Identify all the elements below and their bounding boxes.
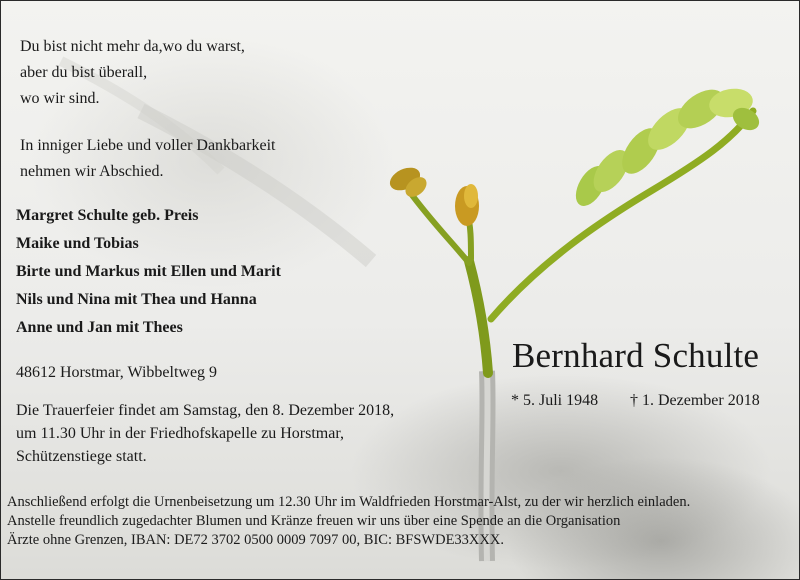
poem-line: aber du bist überall,: [20, 64, 148, 81]
family-member: Maike und Tobias: [16, 235, 139, 252]
birth-date: * 5. Juli 1948: [511, 392, 599, 409]
footer-line: Anschließend erfolgt die Urnenbeisetzung um 12.30 Uhr im Waldfrieden Horstmar-Alst, zu der wir herzlich einladen.: [7, 494, 691, 510]
farewell-line: In inniger Liebe und voller Dankbarkeit: [20, 137, 276, 154]
service-line: um 11.30 Uhr in der Friedhofskapelle zu Horstmar,: [16, 425, 345, 442]
poem-line: Du bist nicht mehr da,wo du warst,: [20, 38, 245, 55]
farewell-line: nehmen wir Abschied.: [20, 163, 164, 180]
family-list: [16, 202, 281, 342]
family-member: Nils und Nina mit Thea und Hanna: [16, 291, 257, 308]
farewell-text: [20, 133, 275, 185]
footer-line: Ärzte ohne Grenzen, IBAN: DE72 3702 0500 0009 7097 00, BIC: BFSWDE33XXX.: [7, 532, 504, 548]
service-line: Schützenstiege statt.: [16, 448, 147, 465]
poem: [20, 34, 245, 112]
footer-notice: [7, 493, 690, 550]
funeral-service-info: [16, 399, 394, 468]
service-line: Die Trauerfeier findet am Samstag, den 8. Dezember 2018,: [16, 402, 395, 419]
deceased-name: Bernhard Schulte: [512, 336, 760, 375]
address: 48612 Horstmar, Wibbeltweg 9: [16, 364, 218, 381]
family-member: Anne und Jan mit Thees: [16, 319, 183, 336]
footer-line: Anstelle freundlich zugedachter Blumen und Kränze freuen wir uns über eine Spende an die Organisation: [7, 513, 621, 529]
death-date: † 1. Dezember 2018: [630, 392, 760, 409]
poem-line: wo wir sind.: [20, 90, 100, 107]
family-member: Margret Schulte geb. Preis: [16, 207, 199, 224]
family-member: Birte und Markus mit Ellen und Marit: [16, 263, 281, 280]
